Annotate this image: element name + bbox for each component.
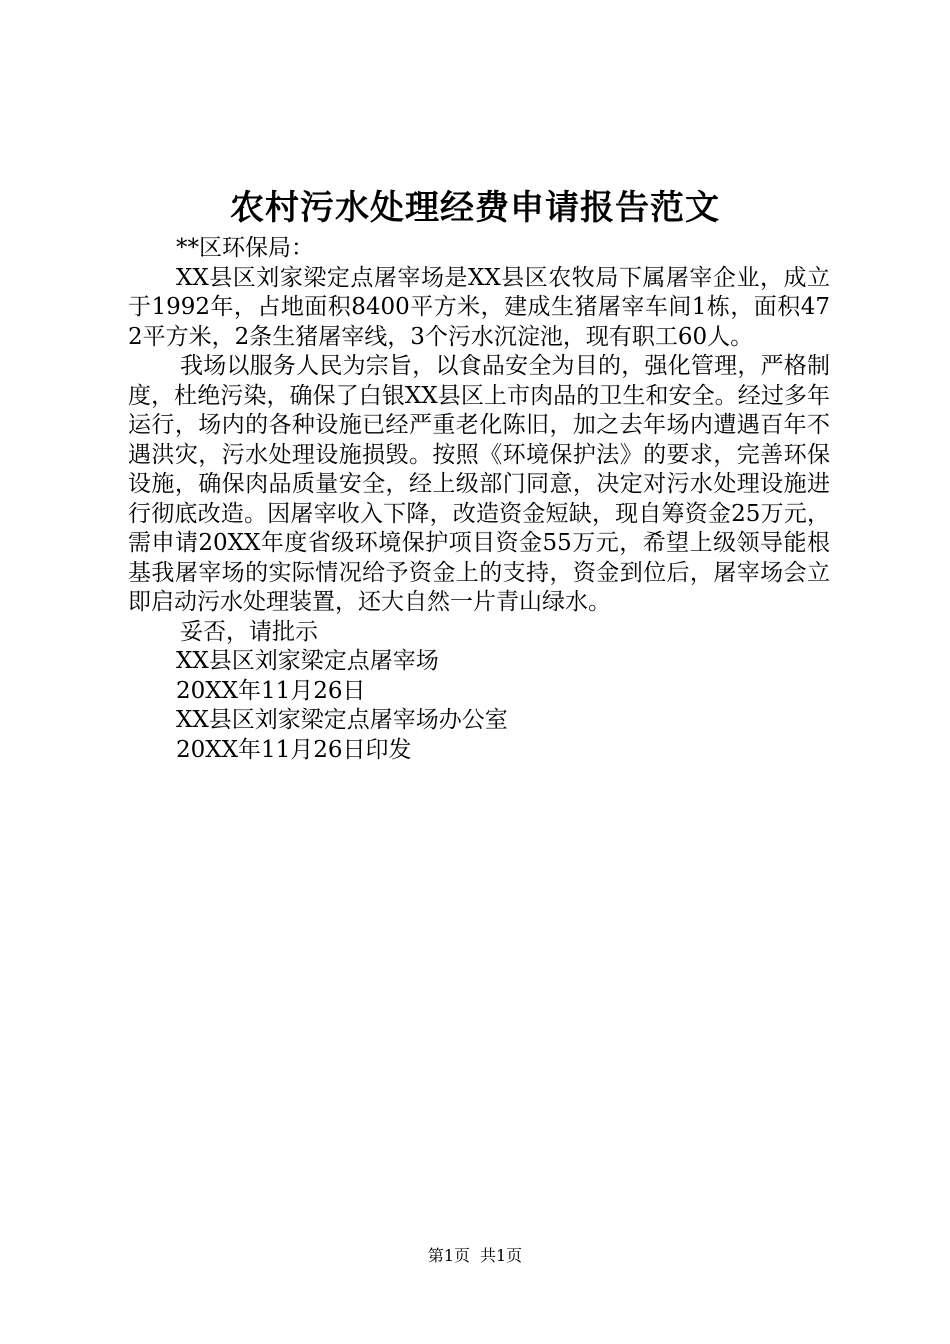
closing-line: 妥否，请批示: [180, 618, 318, 645]
page-footer: [0, 1245, 950, 1267]
signature-date: 20XX年11月26日: [176, 677, 366, 704]
document-title: 农村污水处理经费申请报告范文: [230, 188, 720, 228]
issue-date: 20XX年11月26日印发: [176, 736, 412, 763]
page-number-current: 第1页: [427, 1246, 470, 1265]
paragraph-intro: XX县区刘家梁定点屠宰场是XX县区农牧局下属屠宰企业，成立于1992年，占地面积8400平方米，建成生猪屠宰车间1栋，面积472平方米，2条生猪屠宰线，3个污水沉淀池，现有职工60人。: [128, 264, 830, 350]
issuing-office: XX县区刘家梁定点屠宰场办公室: [176, 707, 508, 733]
salutation: **区环保局：: [176, 235, 314, 261]
signature-unit: XX县区刘家梁定点屠宰场: [176, 648, 439, 674]
page-number-total: 共1页: [480, 1246, 523, 1265]
paragraph-request: 我场以服务人民为宗旨，以食品安全为目的，强化管理，严格制度，杜绝污染，确保了白银XX县区上市肉品的卫生和安全。经过多年运行，场内的各种设施已经严重老化陈旧，加之去年场内遭遇百年不遇洪灾，污水处理设施损毁。按照《环境保护法》的要求，完善环保设施，确保肉品质量安全，经上级部门同意，决定对污水处理设施进行彻底改造。因屠宰收入下降，改造资金短缺，现自筹资金25万元，需申请20XX年度省级环境保护项目资金55万元，希望上级领导能根基我屠宰场的实际情况给予资金上的支持，资金到位后，屠宰场会立即启动污水处理装置，还大自然一片青山绿水。: [128, 353, 830, 615]
document-body: [128, 234, 830, 765]
